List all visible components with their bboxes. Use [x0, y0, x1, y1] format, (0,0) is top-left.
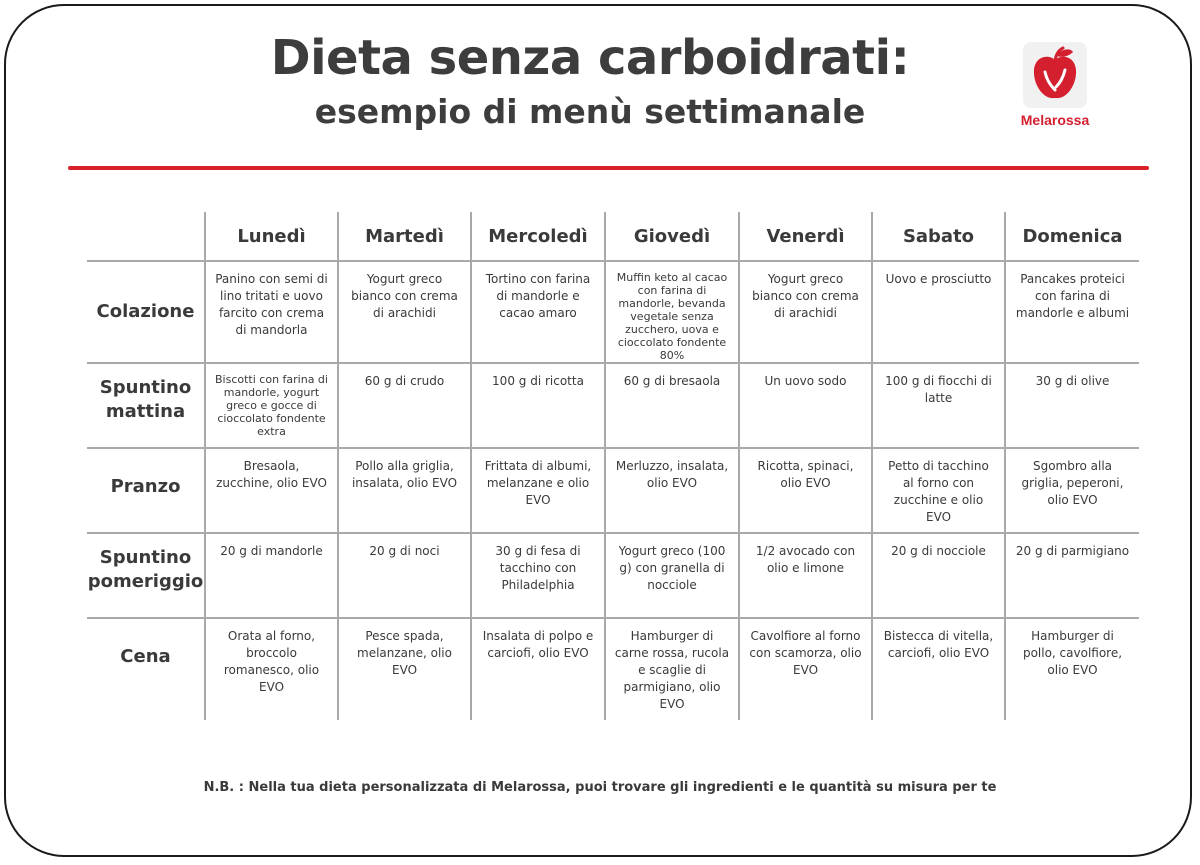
meal-cell	[205, 448, 338, 533]
meal-text: Hamburger di pollo, cavolfiore, olio EVO	[1022, 629, 1123, 677]
meal-cell	[605, 261, 739, 363]
meal-cell	[338, 448, 471, 533]
meal-text: 60 g di crudo	[364, 374, 445, 388]
meal-cell	[739, 363, 872, 448]
day-header: Mercoledì	[471, 212, 605, 261]
meal-label	[87, 363, 205, 448]
table-row	[87, 448, 1139, 533]
meal-cell	[1005, 618, 1139, 720]
meal-text: Yogurt greco bianco con crema di arachidi	[351, 272, 458, 320]
meal-text: Muffin keto al cacao con farina di mandorle, bevanda vegetale senza zucchero, uova e cioccolato fondente 80%	[616, 271, 728, 362]
meal-text: Sgombro alla griglia, peperoni, olio EVO	[1021, 459, 1124, 507]
meal-cell	[205, 363, 338, 448]
meal-cell	[471, 363, 605, 448]
meal-label	[87, 533, 205, 618]
meal-label	[87, 448, 205, 533]
table-row	[87, 533, 1139, 618]
meal-label-text: Spuntino mattina	[99, 377, 192, 422]
meal-text: 20 g di mandorle	[220, 544, 323, 558]
meal-cell	[739, 448, 872, 533]
apple-icon	[1023, 42, 1087, 108]
day-header: Martedì	[338, 212, 471, 261]
meal-text: Yogurt greco (100 g) con granella di nocciole	[618, 544, 726, 592]
meal-label	[87, 261, 205, 363]
meal-text: Yogurt greco bianco con crema di arachidi	[752, 272, 859, 320]
weekly-menu-table	[87, 212, 1139, 720]
meal-cell	[471, 261, 605, 363]
meal-cell	[471, 618, 605, 720]
meal-text: Insalata di polpo e carciofi, olio EVO	[482, 629, 594, 660]
day-header: Venerdì	[739, 212, 872, 261]
meal-cell	[1005, 363, 1139, 448]
meal-cell	[338, 261, 471, 363]
meal-text: 100 g di ricotta	[492, 374, 584, 388]
table-row	[87, 363, 1139, 448]
meal-cell	[1005, 261, 1139, 363]
meal-text: Cavolfiore al forno con scamorza, olio EVO	[749, 629, 862, 677]
page-title: Dieta senza carboidrati:	[270, 30, 910, 86]
meal-text: 100 g di fiocchi di latte	[885, 374, 992, 405]
meal-cell	[471, 448, 605, 533]
meal-text: Bresaola, zucchine, olio EVO	[216, 459, 327, 490]
table-row	[87, 618, 1139, 720]
footer-note: N.B. : Nella tua dieta personalizzata di Melarossa, puoi trovare gli ingredienti e le quantità su misura per te	[203, 780, 997, 795]
brand-logo	[1010, 42, 1100, 134]
meal-text: Petto di tacchino al forno con zucchine e olio EVO	[888, 459, 989, 524]
brand-name: Melarossa	[1020, 112, 1090, 128]
title-divider	[68, 166, 1149, 170]
meal-cell	[205, 261, 338, 363]
meal-cell	[605, 618, 739, 720]
meal-text: Un uovo sodo	[764, 374, 847, 388]
day-header-row	[87, 212, 1139, 261]
corner-cell	[87, 212, 205, 261]
meal-cell	[338, 363, 471, 448]
meal-cell	[338, 533, 471, 618]
day-header: Domenica	[1005, 212, 1139, 261]
meal-label	[87, 618, 205, 720]
meal-text: 60 g di bresaola	[623, 374, 721, 388]
meal-label-text: Spuntino pomeriggio	[87, 547, 204, 592]
meal-cell	[872, 261, 1005, 363]
meal-text: Pesce spada, melanzane, olio EVO	[357, 629, 452, 677]
page-subtitle: esempio di menù settimanale	[314, 92, 866, 131]
meal-text: Frittata di albumi, melanzane e olio EVO	[484, 459, 592, 507]
meal-label-text: Cena	[120, 646, 171, 667]
meal-label-text: Pranzo	[110, 476, 181, 497]
table-row	[87, 261, 1139, 363]
meal-cell	[872, 618, 1005, 720]
meal-text: 20 g di parmigiano	[1015, 544, 1130, 558]
meal-cell	[471, 533, 605, 618]
meal-text: Ricotta, spinaci, olio EVO	[757, 459, 854, 490]
meal-text: Tortino con farina di mandorle e cacao amaro	[485, 272, 591, 320]
meal-text: Panino con semi di lino tritati e uovo farcito con crema di mandorla	[215, 272, 328, 337]
meal-text: Uovo e prosciutto	[885, 272, 992, 286]
meal-text: Pancakes proteici con farina di mandorle e albumi	[1015, 272, 1130, 320]
meal-cell	[872, 363, 1005, 448]
meal-text: Hamburger di carne rossa, rucola e scaglie di parmigiano, olio EVO	[614, 629, 730, 711]
meal-cell	[605, 363, 739, 448]
day-header: Giovedì	[605, 212, 739, 261]
logo-tile	[1023, 42, 1087, 108]
meal-text: Biscotti con farina di mandorle, yogurt greco e gocce di cioccolato fondente extra	[215, 373, 328, 438]
meal-cell	[605, 533, 739, 618]
meal-text: Bistecca di vitella, carciofi, olio EVO	[883, 629, 994, 660]
meal-label-text: Colazione	[96, 301, 195, 322]
meal-text: Orata al forno, broccolo romanesco, olio EVO	[223, 629, 320, 694]
meal-cell	[205, 618, 338, 720]
meal-cell	[872, 533, 1005, 618]
meal-cell	[739, 261, 872, 363]
meal-cell	[338, 618, 471, 720]
meal-cell	[739, 533, 872, 618]
meal-text: 30 g di fesa di tacchino con Philadelphia	[495, 544, 581, 592]
meal-cell	[605, 448, 739, 533]
day-header: Sabato	[872, 212, 1005, 261]
meal-cell	[205, 533, 338, 618]
meal-cell	[1005, 448, 1139, 533]
meal-text: 20 g di nocciole	[891, 544, 986, 558]
meal-text: 1/2 avocado con olio e limone	[755, 544, 856, 575]
meal-text: Merluzzo, insalata, olio EVO	[615, 459, 729, 490]
meal-cell	[872, 448, 1005, 533]
day-header: Lunedì	[205, 212, 338, 261]
meal-text: 30 g di olive	[1035, 374, 1110, 388]
meal-text: 20 g di noci	[369, 544, 440, 558]
meal-text: Pollo alla griglia, insalata, olio EVO	[351, 459, 458, 490]
meal-cell	[739, 618, 872, 720]
meal-cell	[1005, 533, 1139, 618]
